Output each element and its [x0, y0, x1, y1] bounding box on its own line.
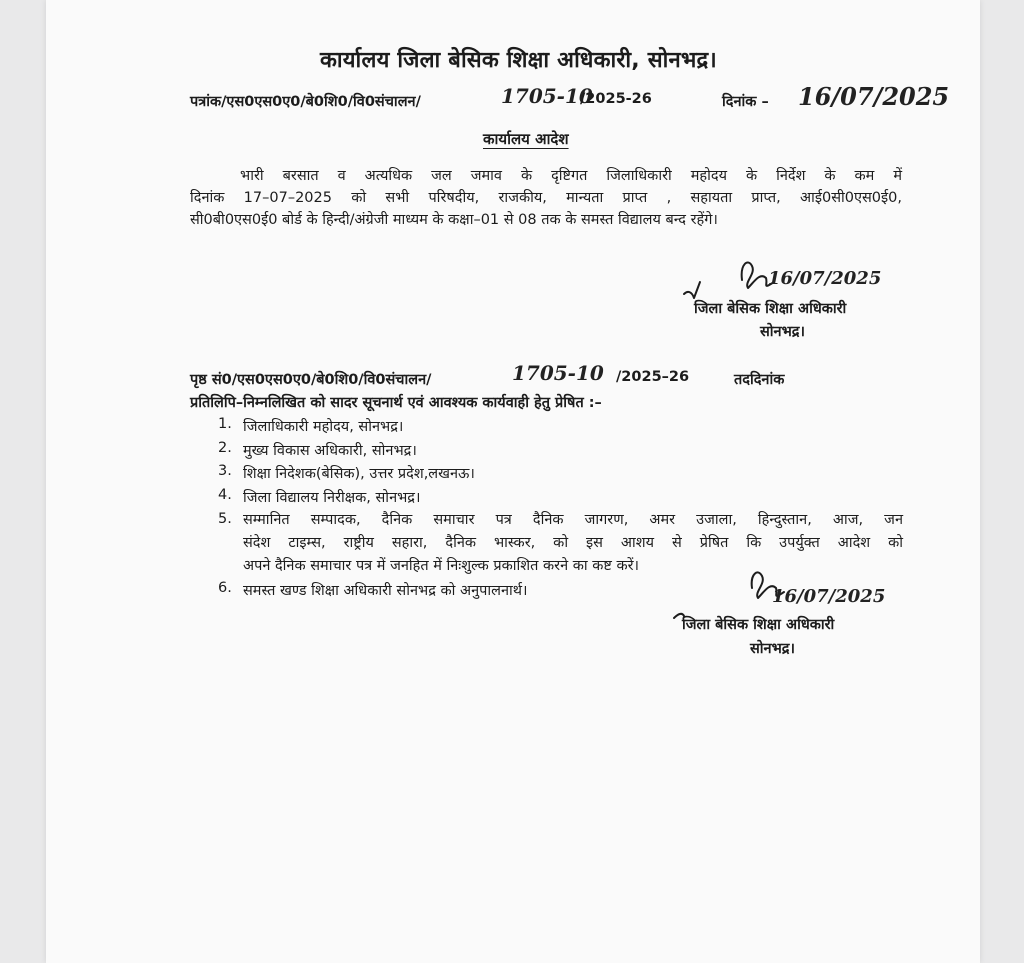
signatory-1-title: जिला बेसिक शिक्षा अधिकारी: [694, 301, 847, 317]
list-item: शिक्षा निदेशक(बेसिक), उत्तर प्रदेश,लखनऊ।: [243, 466, 475, 482]
date-label: दिनांक –: [722, 94, 769, 110]
list-item-number: 2.: [218, 440, 232, 456]
list-item-number: 4.: [218, 487, 232, 503]
order-line-2: दिनांक 17–07–2025 को सभी परिषदीय, राजकीय, मान्यता प्राप्त , सहायता प्राप्त, आई0सी0एस0ई0,: [190, 190, 902, 206]
copy-ref-prefix: पृष्ठ सं0/एस0एस0ए0/बे0शि0/वि0संचालन/: [190, 372, 432, 388]
list-item-number: 5.: [218, 511, 232, 527]
copy-ref-date: तददिनांक: [734, 372, 785, 388]
list-item: जिलाधिकारी महोदय, सोनभद्र।: [243, 419, 404, 435]
document-page: [46, 0, 980, 963]
handwritten-date: 16/07/2025: [798, 82, 950, 111]
list-item-line: अपने दैनिक समाचार पत्र में जनहित में निःशुल्क प्रकाशित करने का कष्ट करें।: [243, 558, 639, 574]
letter-ref-suffix: /2025-26: [580, 91, 652, 107]
order-body: [190, 165, 902, 231]
order-line-1: भारी बरसात व अत्यधिक जल जमाव के दृष्टिगत जिलाधिकारी महोदय के निर्देश के कम में: [240, 168, 902, 184]
signatory-1-place: सोनभद्र।: [760, 324, 805, 340]
copy-ref-suffix: /2025–26: [616, 369, 690, 385]
signatory-2-title: जिला बेसिक शिक्षा अधिकारी: [682, 617, 835, 633]
letter-ref-number: 1705-10: [501, 84, 593, 108]
list-item-number: 6.: [218, 580, 232, 596]
list-item-number: 1.: [218, 416, 232, 432]
list-item: जिला विद्यालय निरीक्षक, सोनभद्र।: [243, 490, 421, 506]
signature-2-date: 16/07/2025: [772, 586, 886, 607]
order-heading: कार्यालय आदेश: [483, 130, 569, 148]
order-line-3: सी0बी0एस0ई0 बोर्ड के हिन्दी/अंग्रेजी माध्यम के कक्षा–01 से 08 तक के समस्त विद्यालय बन्द रहेंगे।: [190, 212, 718, 228]
copy-intro: प्रतिलिपि–निम्नलिखित को सादर सूचनार्थ एवं आवश्यक कार्यवाही हेतु प्रेषित :–: [190, 395, 602, 411]
list-item-line: सम्मानित सम्पादक, दैनिक समाचार पत्र दैनिक जागरण, अमर उजाला, हिन्दुस्तान, आज, जन: [243, 512, 903, 528]
signatory-2-place: सोनभद्र।: [750, 641, 795, 657]
list-item-line: संदेश टाइम्स, राष्ट्रीय सहारा, दैनिक भास्कर, को इस आशय से प्रेषित कि उपर्युक्त आदेश को: [243, 535, 903, 551]
office-title: कार्यालय जिला बेसिक शिक्षा अधिकारी, सोनभद्र।: [320, 48, 717, 73]
list-item: समस्त खण्ड शिक्षा अधिकारी सोनभद्र को अनुपालनार्थ।: [243, 583, 528, 599]
copy-ref-number: 1705-10: [512, 361, 604, 385]
signature-1-date: 16/07/2025: [768, 268, 882, 289]
letter-ref-prefix: पत्रांक/एस0एस0ए0/बे0शि0/वि0संचालन/: [190, 94, 421, 110]
list-item-number: 3.: [218, 463, 232, 479]
list-item: मुख्य विकास अधिकारी, सोनभद्र।: [243, 443, 417, 459]
